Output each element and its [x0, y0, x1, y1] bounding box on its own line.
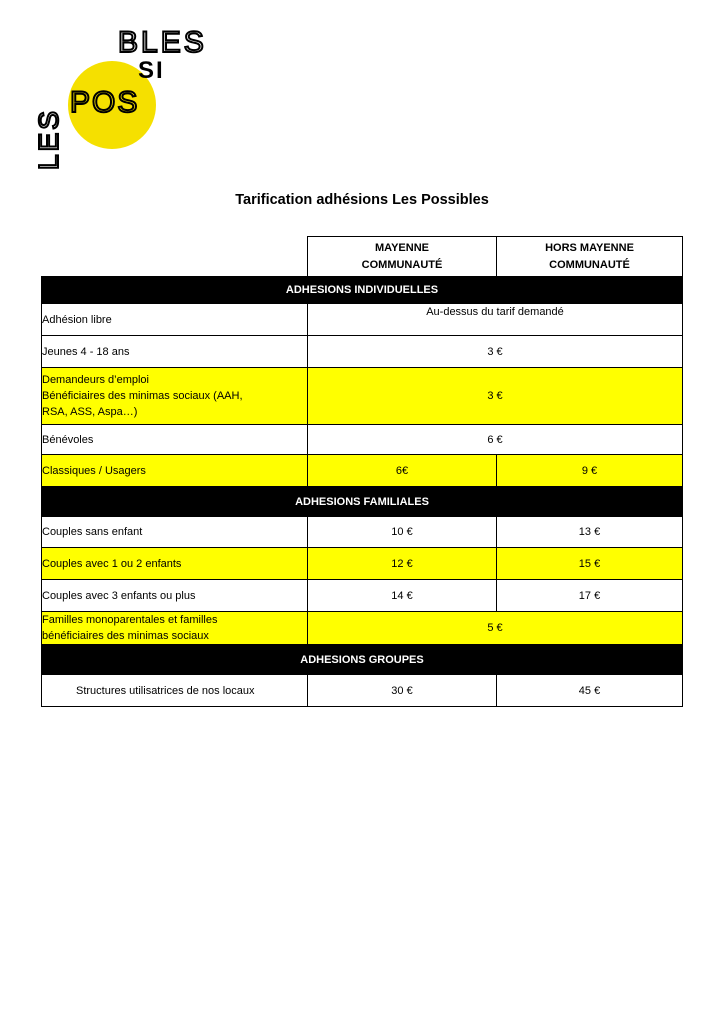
section-title-familiales: ADHESIONS FAMILIALES — [42, 487, 683, 517]
row-value-structures-hors: 45 € — [497, 675, 683, 707]
row-label-couples-1-2: Couples avec 1 ou 2 enfants — [42, 548, 308, 580]
column-header-mayenne-line2: COMMUNAUTÉ — [361, 258, 443, 271]
header-empty-cell — [42, 237, 308, 277]
column-header-hors-line1: HORS MAYENNE — [545, 241, 634, 254]
table-row — [42, 455, 683, 487]
logo — [30, 22, 240, 182]
column-header-mayenne-line1: MAYENNE — [375, 241, 429, 254]
table-row — [42, 368, 683, 425]
table-row — [42, 612, 683, 645]
row-value-couples-sans-enfant-mayenne: 10 € — [308, 517, 497, 548]
row-value-monoparentales: 5 € — [308, 612, 683, 645]
table-row — [42, 517, 683, 548]
row-label-classiques: Classiques / Usagers — [42, 455, 308, 487]
page-title: Tarification adhésions Les Possibles — [235, 192, 489, 208]
row-value-couples-1-2-hors: 15 € — [497, 548, 683, 580]
logo-text-si: SI — [138, 57, 165, 84]
table-row — [42, 675, 683, 707]
row-label-monoparentales-line2: bénéficiaires des minimas sociaux — [42, 630, 209, 642]
row-value-couples-sans-enfant-hors: 13 € — [497, 517, 683, 548]
column-header-mayenne — [308, 237, 497, 277]
table-row — [42, 304, 683, 336]
row-label-structures: Structures utilisatrices de nos locaux — [42, 675, 308, 707]
row-label-demandeurs-line3: RSA, ASS, Aspa…) — [42, 406, 138, 418]
row-value-couples-1-2-mayenne: 12 € — [308, 548, 497, 580]
table-row — [42, 548, 683, 580]
row-value-couples-3-mayenne: 14 € — [308, 580, 497, 612]
row-label-monoparentales-line1: Familles monoparentales et familles — [42, 614, 218, 626]
row-label-adhesion-libre: Adhésion libre — [42, 304, 308, 336]
row-label-couples-3: Couples avec 3 enfants ou plus — [42, 580, 308, 612]
row-label-couples-sans-enfant: Couples sans enfant — [42, 517, 308, 548]
logo-text-bles: BLES — [118, 26, 207, 59]
section-header-familiales — [42, 487, 683, 517]
row-value-classiques-mayenne: 6€ — [308, 455, 497, 487]
row-label-demandeurs — [42, 368, 308, 425]
row-value-structures-mayenne: 30 € — [308, 675, 497, 707]
column-header-row — [42, 237, 683, 277]
column-header-hors — [497, 237, 683, 277]
row-value-demandeurs: 3 € — [308, 368, 683, 425]
row-label-jeunes: Jeunes 4 - 18 ans — [42, 336, 308, 368]
section-title-individuelles: ADHESIONS INDIVIDUELLES — [42, 277, 683, 304]
table-row — [42, 580, 683, 612]
section-header-groupes — [42, 645, 683, 675]
row-value-jeunes: 3 € — [308, 336, 683, 368]
row-value-couples-3-hors: 17 € — [497, 580, 683, 612]
logo-text-les: LES — [33, 108, 64, 170]
pricing-table — [41, 236, 683, 707]
row-value-classiques-hors: 9 € — [497, 455, 683, 487]
row-label-demandeurs-line1: Demandeurs d’emploi — [42, 374, 149, 386]
row-label-monoparentales — [42, 612, 308, 645]
table-row — [42, 425, 683, 455]
logo-text-pos: POS — [70, 86, 140, 119]
section-title-groupes: ADHESIONS GROUPES — [42, 645, 683, 675]
row-value-benevoles: 6 € — [308, 425, 683, 455]
column-header-hors-line2: COMMUNAUTÉ — [549, 258, 630, 271]
table-row — [42, 336, 683, 368]
row-label-demandeurs-line2: Bénéficiaires des minimas sociaux (AAH, — [42, 390, 243, 402]
logo-graphic — [30, 22, 240, 182]
row-value-adhesion-libre: Au-dessus du tarif demandé — [308, 304, 683, 336]
row-label-benevoles: Bénévoles — [42, 425, 308, 455]
section-header-individuelles — [42, 277, 683, 304]
